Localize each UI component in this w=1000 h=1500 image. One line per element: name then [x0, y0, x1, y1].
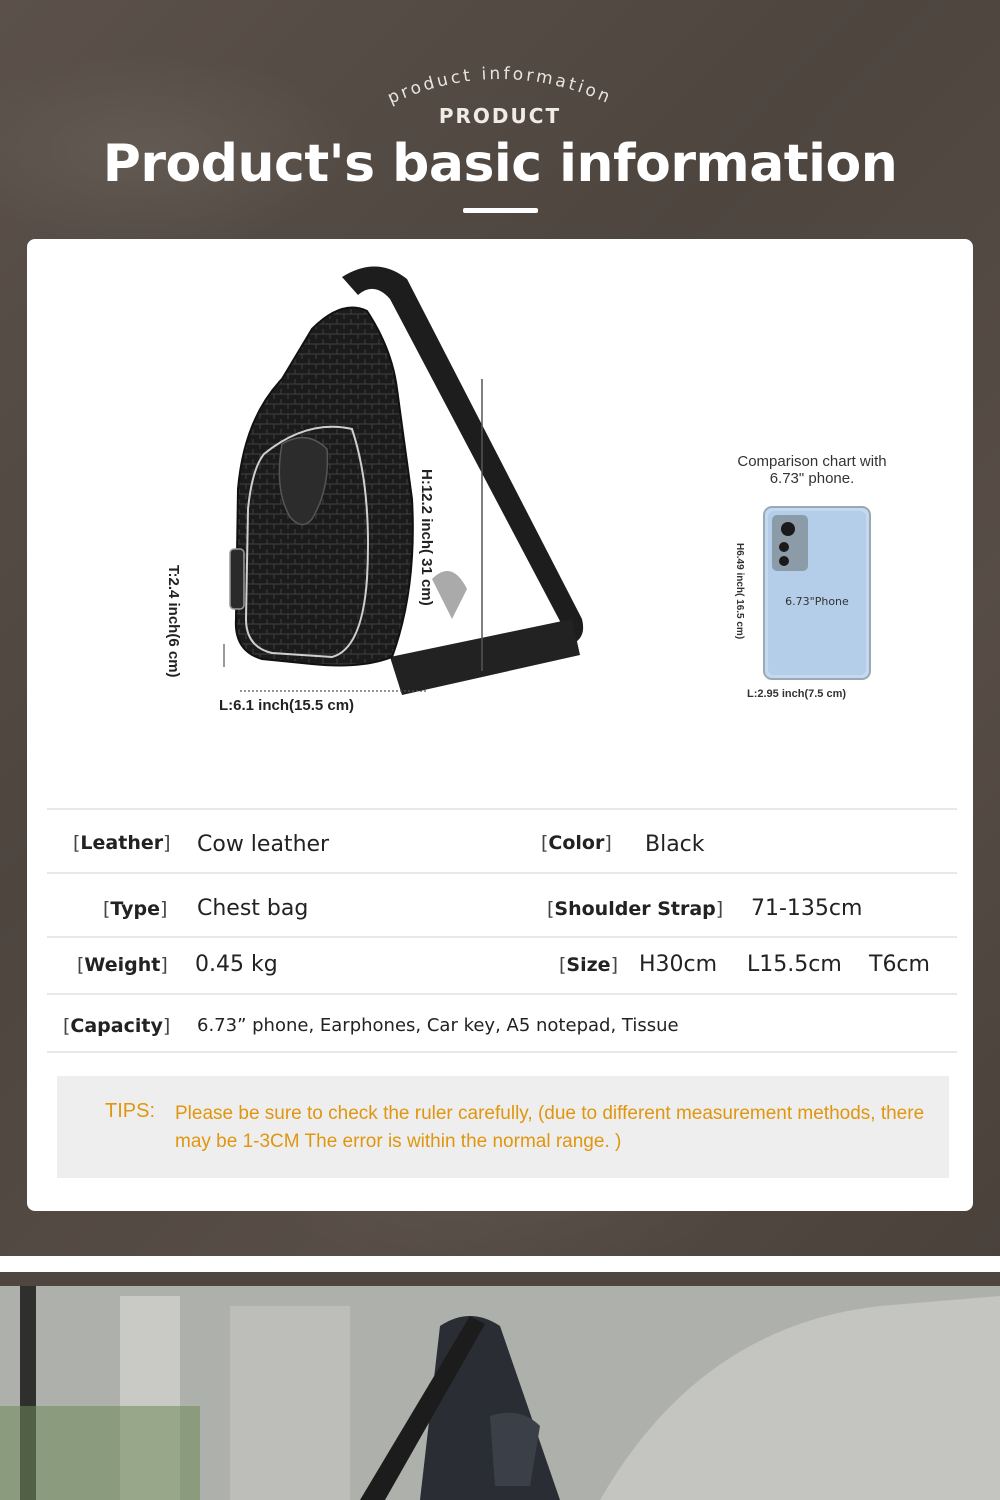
- svg-text:product information: product information: [384, 63, 616, 109]
- spec-value-type: Chest bag: [197, 896, 309, 921]
- section-separator: [0, 1256, 1000, 1272]
- comparison-caption: [682, 453, 942, 487]
- spec-label-type: [Type]: [103, 898, 168, 920]
- product-info-card: [27, 239, 973, 1211]
- bag-thickness-label: T:2.4 inch(6 cm): [165, 565, 182, 678]
- spec-value-leather: Cow leather: [197, 832, 330, 857]
- comparison-caption-line: 6.73" phone.: [769, 470, 855, 487]
- spec-label-weight: [Weight]: [77, 954, 168, 976]
- tips-box: [57, 1076, 949, 1178]
- bag-length-label: L:6.1 inch(15.5 cm): [219, 697, 355, 714]
- spec-row: [47, 808, 957, 872]
- spec-row: [47, 872, 957, 936]
- spec-value-size-height: H30cm: [639, 952, 718, 977]
- spec-row: [47, 936, 957, 993]
- comparison-caption-line: Comparison chart with: [737, 453, 887, 470]
- spec-label-color: [Color]: [541, 832, 612, 854]
- photo-top-band: [0, 1272, 1000, 1286]
- phone-image: [762, 505, 872, 681]
- spec-label-size: [Size]: [559, 954, 618, 976]
- page-title: Product's basic information: [102, 134, 898, 194]
- lifestyle-photo-scene: [0, 1286, 1000, 1500]
- spec-value-weight: 0.45 kg: [195, 952, 278, 977]
- spec-table: [47, 808, 957, 1053]
- phone-length-label: L:2.95 inch(7.5 cm): [747, 688, 847, 700]
- spec-value-size-thickness: T6cm: [869, 952, 930, 977]
- spec-value-shoulder-strap: 71-135cm: [751, 896, 863, 921]
- spec-label-capacity: [Capacity]: [63, 1015, 171, 1037]
- phone-screen-label: 6.73"Phone: [785, 595, 849, 608]
- spec-row: [47, 993, 957, 1053]
- spec-value-capacity: 6.73” phone, Earphones, Car key, A5 notepad, Tissue: [197, 1015, 679, 1036]
- spec-label-leather: [Leather]: [73, 832, 171, 854]
- bag-height-label: H:12.2 inch( 31 cm): [418, 469, 435, 606]
- spec-value-color: Black: [645, 832, 705, 857]
- spec-value-size-length: L15.5cm: [747, 952, 842, 977]
- spec-label-shoulder-strap: [Shoulder Strap]: [547, 898, 724, 920]
- lifestyle-photo: [0, 1286, 1000, 1500]
- phone-height-label: H6.49 inch( 16.5 cm): [734, 543, 745, 640]
- bag-product-image: [162, 259, 622, 729]
- tips-text: Please be sure to check the ruler carefully, (due to different measurement methods, there may be 1-3CM The error is within the normal range. ): [175, 1103, 925, 1152]
- tips-label: TIPS:: [105, 1100, 156, 1122]
- section-kicker: PRODUCT: [438, 104, 562, 128]
- title-underline: [463, 208, 538, 213]
